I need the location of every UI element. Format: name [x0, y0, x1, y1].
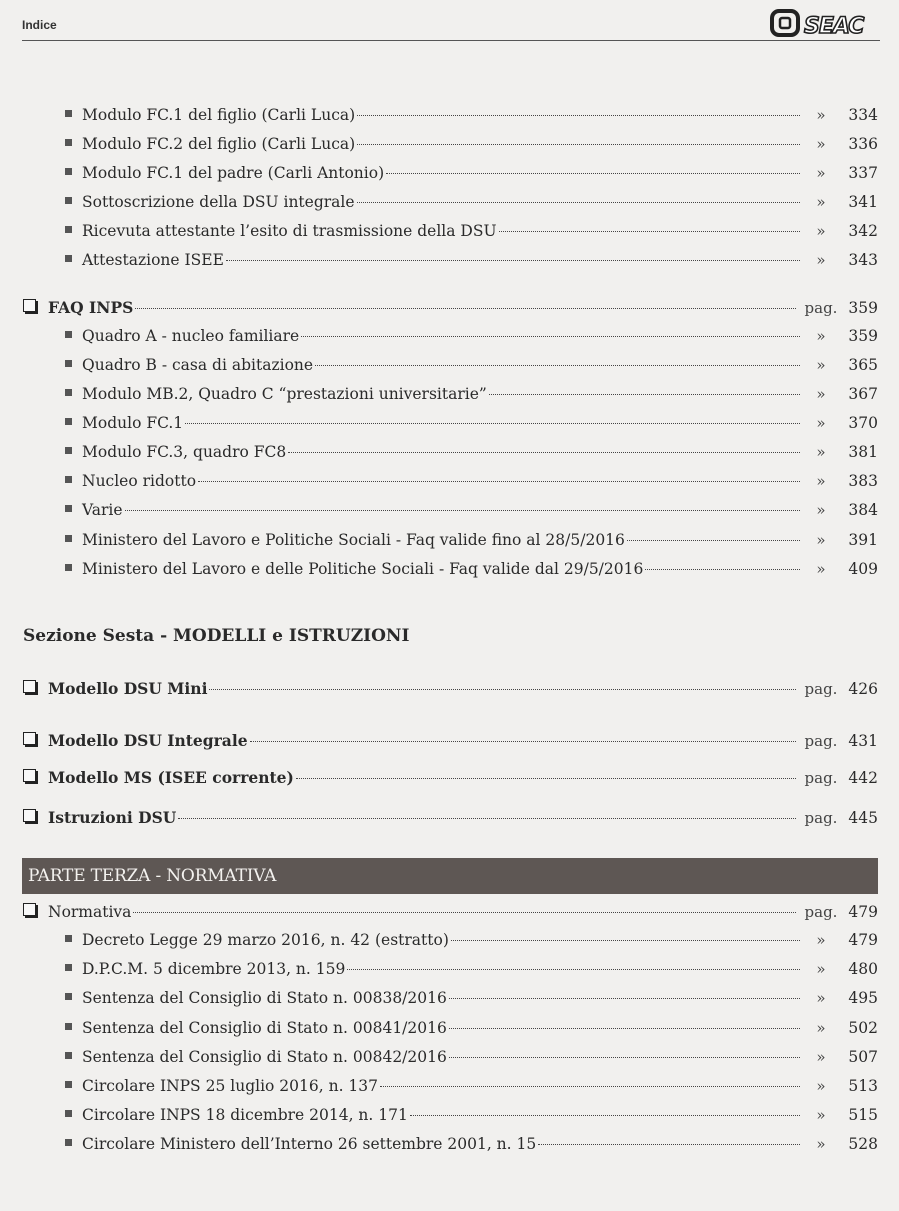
page-ref: pag. [804, 299, 838, 317]
bullet-icon [65, 447, 72, 454]
toc-entry[interactable] [0, 106, 899, 132]
dot-leader [296, 778, 796, 779]
page-number: 343 [848, 251, 878, 269]
page-ref: » [816, 385, 826, 403]
page-ref: » [816, 356, 826, 374]
entry-label: Modulo FC.1 del figlio (Carli Luca) [82, 106, 356, 124]
bullet-icon [65, 935, 72, 942]
page-ref: » [816, 222, 826, 240]
dot-leader [410, 1115, 800, 1116]
page-ref: » [816, 1019, 826, 1037]
page-number: 334 [848, 106, 878, 124]
dot-leader [449, 1028, 800, 1029]
dot-leader [133, 912, 796, 913]
bullet-icon [65, 1110, 72, 1117]
dot-leader [135, 308, 796, 309]
page-ref: » [816, 251, 826, 269]
checkbox-icon [23, 732, 36, 745]
dot-leader [380, 1086, 800, 1087]
bullet-icon [65, 1081, 72, 1088]
page-ref: » [816, 501, 826, 519]
bullet-icon [65, 418, 72, 425]
checkbox-icon [23, 903, 36, 916]
dot-leader [125, 510, 800, 511]
page-number: 479 [848, 931, 878, 949]
bullet-icon [65, 139, 72, 146]
entry-label: Modulo MB.2, Quadro C “prestazioni universitarie” [82, 385, 487, 403]
bullet-icon [65, 331, 72, 338]
page-number: 365 [848, 356, 878, 374]
entry-label: Decreto Legge 29 marzo 2016, n. 42 (estratto) [82, 931, 449, 949]
page-number: 359 [848, 327, 878, 345]
dot-leader [288, 452, 800, 453]
page-number: 409 [848, 560, 878, 578]
checkbox-icon [23, 809, 36, 822]
page-ref: » [816, 960, 826, 978]
dot-leader [489, 394, 800, 395]
page-number: 367 [848, 385, 878, 403]
section-heading-sezione-sesta: Sezione Sesta - MODELLI e ISTRUZIONI [23, 626, 410, 646]
page-number: 391 [848, 531, 878, 549]
toc-entry-faq-inps[interactable] [0, 298, 899, 324]
entry-label: Quadro B - casa di abitazione [82, 356, 314, 374]
toc-entry[interactable] [0, 1106, 899, 1132]
bullet-icon [65, 993, 72, 1000]
entry-label: Varie [82, 501, 123, 519]
page-number: 337 [848, 164, 878, 182]
page-number: 479 [848, 903, 878, 921]
page-ref: pag. [804, 903, 838, 921]
page-ref: pag. [804, 809, 838, 827]
toc-entry[interactable] [0, 1077, 899, 1103]
checkbox-icon [23, 680, 36, 693]
entry-label: Attestazione ISEE [82, 251, 224, 269]
page-number: 507 [848, 1048, 878, 1066]
entry-label: Circolare INPS 18 dicembre 2014, n. 171 [82, 1106, 408, 1124]
page-ref: » [816, 931, 826, 949]
page-number: 513 [848, 1077, 878, 1095]
part-heading-title: PARTE TERZA - NORMATIVA [28, 866, 277, 886]
dot-leader [347, 969, 800, 970]
toc-entry-main[interactable] [0, 679, 899, 705]
bullet-icon [65, 197, 72, 204]
entry-label: Modulo FC.3, quadro FC8 [82, 443, 287, 461]
page-ref: » [816, 989, 826, 1007]
entry-label: Sentenza del Consiglio di Stato n. 00838/2016 [82, 989, 447, 1007]
dot-leader [198, 481, 800, 482]
header-title: Indice [22, 18, 57, 32]
toc-entry[interactable] [0, 414, 899, 440]
toc-entry[interactable] [0, 531, 899, 557]
page-number: 341 [848, 193, 878, 211]
toc-entry[interactable] [0, 960, 899, 986]
checkbox-icon [23, 299, 36, 312]
dot-leader [449, 1057, 800, 1058]
toc-entry[interactable] [0, 989, 899, 1015]
header-rule [22, 40, 880, 41]
dot-leader [386, 173, 800, 174]
dot-leader [250, 741, 796, 742]
entry-label: Ministero del Lavoro e delle Politiche Sociali - Faq valide dal 29/5/2016 [82, 560, 644, 578]
toc-entry[interactable] [0, 327, 899, 353]
dot-leader [357, 144, 800, 145]
page-number: 445 [848, 809, 878, 827]
seac-logo-icon [770, 8, 880, 38]
dot-leader [645, 569, 800, 570]
page-ref: » [816, 106, 826, 124]
toc-entry-normativa[interactable] [0, 903, 899, 929]
toc-entry[interactable] [0, 931, 899, 957]
page-header [22, 0, 880, 46]
page-ref: » [816, 193, 826, 211]
page-ref: » [816, 1106, 826, 1124]
bullet-icon [65, 360, 72, 367]
toc-entry-main[interactable] [0, 731, 899, 757]
bullet-icon [65, 964, 72, 971]
page-ref: » [816, 414, 826, 432]
page-number: 336 [848, 135, 878, 153]
dot-leader [209, 689, 796, 690]
entry-label: Nucleo ridotto [82, 472, 197, 490]
bullet-icon [65, 535, 72, 542]
entry-label: Quadro A - nucleo familiare [82, 327, 300, 345]
entry-label: Sentenza del Consiglio di Stato n. 00842/2016 [82, 1048, 447, 1066]
toc-entry[interactable] [0, 222, 899, 248]
dot-leader [499, 231, 800, 232]
page-number: 383 [848, 472, 878, 490]
page-ref: » [816, 135, 826, 153]
toc-entry[interactable] [0, 472, 899, 498]
bullet-icon [65, 1023, 72, 1030]
toc-entry[interactable] [0, 135, 899, 161]
page-number: 431 [848, 732, 878, 750]
page-ref: pag. [804, 680, 838, 698]
bullet-icon [65, 476, 72, 483]
toc-entry[interactable] [0, 1019, 899, 1045]
page-number: 342 [848, 222, 878, 240]
toc-entry[interactable] [0, 193, 899, 219]
toc-entry[interactable] [0, 443, 899, 469]
page-number: 381 [848, 443, 878, 461]
part-heading-bar [22, 858, 878, 894]
toc-entry[interactable] [0, 1048, 899, 1074]
toc-entry[interactable] [0, 385, 899, 411]
bullet-icon [65, 564, 72, 571]
logo-text: SEAC [804, 14, 864, 38]
entry-label: Sentenza del Consiglio di Stato n. 00841/2016 [82, 1019, 447, 1037]
dot-leader [357, 115, 800, 116]
page-ref: » [816, 1135, 826, 1153]
toc-entry[interactable] [0, 356, 899, 382]
dot-leader [357, 202, 800, 203]
bullet-icon [65, 110, 72, 117]
bullet-icon [65, 1139, 72, 1146]
page-ref: » [816, 1048, 826, 1066]
page-number: 370 [848, 414, 878, 432]
entry-label: Normativa [48, 903, 132, 921]
entry-label: Modello DSU Integrale [48, 731, 248, 750]
page-ref: » [816, 327, 826, 345]
toc-entry[interactable] [0, 501, 899, 527]
page-number: 495 [848, 989, 878, 1007]
dot-leader [627, 540, 800, 541]
toc-entry-main[interactable] [0, 808, 899, 834]
page-number: 426 [848, 680, 878, 698]
bullet-icon [65, 226, 72, 233]
entry-label: Modello DSU Mini [48, 679, 208, 698]
bullet-icon [65, 255, 72, 262]
dot-leader [301, 336, 800, 337]
page-ref: » [816, 1077, 826, 1095]
page-number: 480 [848, 960, 878, 978]
dot-leader [538, 1144, 800, 1145]
entry-label: Circolare INPS 25 luglio 2016, n. 137 [82, 1077, 379, 1095]
entry-label: Modulo FC.1 [82, 414, 184, 432]
page-number: 442 [848, 769, 878, 787]
page-ref: » [816, 560, 826, 578]
entry-label: Modulo FC.2 del figlio (Carli Luca) [82, 135, 356, 153]
toc-entry[interactable] [0, 560, 899, 586]
entry-label: FAQ INPS [48, 298, 134, 317]
page-number: 359 [848, 299, 878, 317]
entry-label: Modello MS (ISEE corrente) [48, 768, 294, 787]
entry-label: Ministero del Lavoro e Politiche Sociali - Faq valide fino al 28/5/2016 [82, 531, 625, 549]
dot-leader [185, 423, 800, 424]
toc-entry[interactable] [0, 1135, 899, 1161]
page-ref: » [816, 472, 826, 490]
checkbox-icon [23, 769, 36, 782]
dot-leader [315, 365, 800, 366]
toc-entry-main[interactable] [0, 768, 899, 794]
bullet-icon [65, 168, 72, 175]
page-ref: » [816, 443, 826, 461]
dot-leader [226, 260, 800, 261]
entry-label: Modulo FC.1 del padre (Carli Antonio) [82, 164, 385, 182]
entry-label: Circolare Ministero dell’Interno 26 settembre 2001, n. 15 [82, 1135, 537, 1153]
page-number: 528 [848, 1135, 878, 1153]
page-ref: » [816, 164, 826, 182]
page-number: 515 [848, 1106, 878, 1124]
bullet-icon [65, 389, 72, 396]
page-ref: pag. [804, 732, 838, 750]
entry-label: Sottoscrizione della DSU integrale [82, 193, 355, 211]
dot-leader [449, 998, 800, 999]
page-ref: pag. [804, 769, 838, 787]
dot-leader [451, 940, 800, 941]
toc-entry[interactable] [0, 251, 899, 277]
entry-label: D.P.C.M. 5 dicembre 2013, n. 159 [82, 960, 346, 978]
entry-label: Istruzioni DSU [48, 808, 177, 827]
entry-label: Ricevuta attestante l’esito di trasmissione della DSU [82, 222, 497, 240]
page-ref: » [816, 531, 826, 549]
bullet-icon [65, 1052, 72, 1059]
page-number: 502 [848, 1019, 878, 1037]
dot-leader [178, 818, 796, 819]
bullet-icon [65, 505, 72, 512]
page-number: 384 [848, 501, 878, 519]
toc-entry[interactable] [0, 164, 899, 190]
